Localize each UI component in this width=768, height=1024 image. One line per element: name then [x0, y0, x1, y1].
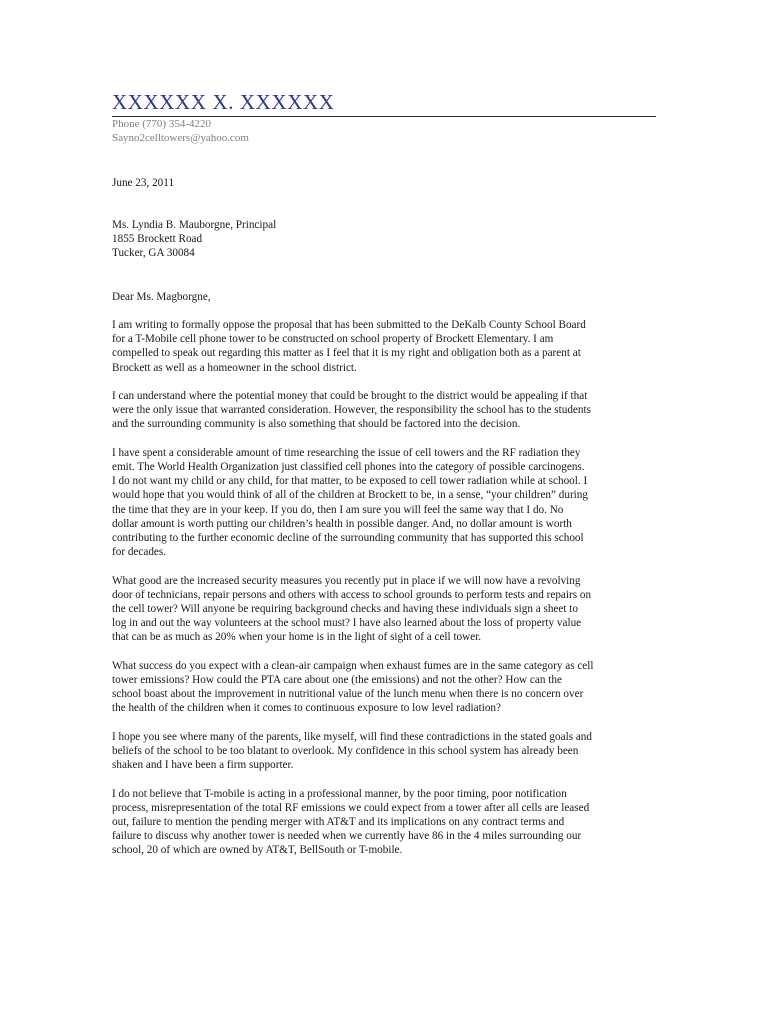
- recipient-street-line: 1855 Brockett Road: [112, 233, 203, 246]
- body-paragraph-2: I can understand where the potential money that could be brought to the district would be appealing if that were the only issue that warranted consideration. However, the responsibility the school has to the students and the surrounding community is also something that should be factored into the decision.: [112, 390, 591, 431]
- recipient-city-line: Tucker, GA 30084: [112, 247, 195, 260]
- body-paragraph-5: What success do you expect with a clean-air campaign when exhaust fumes are in the same category as cell tower emissions? How could the PTA care about one (the emissions) and not the other? How can the school boast about the improvement in nutritional value of the lunch menu when there is no concern over the health of the children when it comes to continuous exposure to low level radiation?: [112, 659, 594, 715]
- letterhead-email: Sayno2celltowers@yahoo.com: [112, 132, 249, 144]
- recipient-name-line: Ms. Lyndia B. Mauborgne, Principal: [112, 219, 277, 231]
- body-paragraph-1: I am writing to formally oppose the proposal that has been submitted to the DeKalb County School Board for a T-Mobile cell phone tower to be constructed on school property of Brockett Elementary. I am compelled to speak out regarding this matter as I feel that it is my right and obligation both as a parent at Brockett as well as a homeowner in the school district.: [112, 319, 586, 374]
- letterhead-phone: Phone (770) 354-4220: [112, 118, 211, 130]
- letter-body: [112, 318, 660, 872]
- recipient-address: [112, 218, 660, 261]
- salutation: Dear Ms. Magborgne,: [112, 291, 211, 303]
- body-paragraph-4: What good are the increased security measures you recently put in place if we will now have a revolving door of technicians, repair persons and others with access to school grounds to perform tests and repairs on the cell tower? Will anyone be requiring background checks and having these individuals sign a sheet to log in and out the way volunteers at the school must? I have also learned about the loss of property value that can be as much as 20% when your home is in the light of sight of a cell tower.: [112, 574, 592, 644]
- letter-date: June 23, 2011: [112, 177, 175, 189]
- body-paragraph-3: I have spent a considerable amount of time researching the issue of cell towers and the RF radiation they emit. The World Health Organization just classified cell phones into the category of possible carcinogens. I do not want my child or any child, for that matter, to be exposed to cell tower radiation while at school. I would hope that you would think of all of the children at Brockett to be, in a sense, “your children” during the time that they are in your keep. If you do, then I am sure you will feel the same way that I do. No dollar amount is worth putting our children’s health in possible danger. And, no dollar amount is worth contributing to the further economic decline of the surrounding community that has supported this school for decades.: [112, 446, 588, 559]
- body-paragraph-7: I do not believe that T-mobile is acting in a professional manner, by the poor timing, poor notification process, misrepresentation of the total RF emissions we could expect from a tower after all cells are leased out, failure to mention the pending merger with AT&T and its implications on any contract terms and failure to discuss why another tower is needed when we currently have 86 in the 4 miles surrounding our school, 20 of which are owned by AT&T, BellSouth or T-mobile.: [112, 787, 590, 857]
- body-paragraph-6: I hope you see where many of the parents, like myself, will find these contradictions in the stated goals and beliefs of the school to be too blatant to overlook. My confidence in this school system has already been shaken and I have been a firm supporter.: [112, 730, 592, 772]
- letterhead-name: XXXXXX X. XXXXXX: [112, 90, 335, 114]
